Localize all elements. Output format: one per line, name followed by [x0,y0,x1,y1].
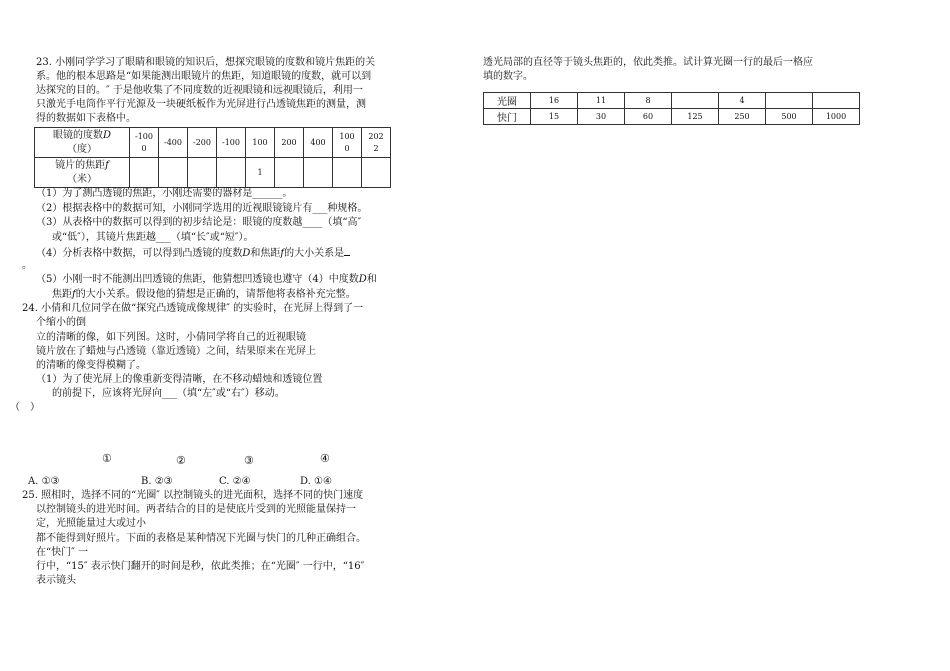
figure-label-3: ③ [244,454,254,467]
degree-cell: -100 0 [130,128,159,158]
q23-line-1: 23. 小刚同学学习了眼睛和眼镜的知识后，想探究眼镜的度数和镜片焦距的关 [36,57,376,68]
q23-sub1: （1）为了测凸透镜的焦距，小刚还需要的器材是______。 [36,188,293,199]
option-a: A. ①③ [28,476,60,487]
q23-line-5: 得的数据如下表格中。 [36,113,136,124]
q23-degree-label: 眼镜的度数D （度） [35,128,130,158]
q25-right-line-2: 填的数字。 [483,71,533,82]
q23-line-3: 达探究的目的。″ 于是他收集了不同度数的近视眼镜和远视眼镜后，利用一 [36,85,363,96]
q23-sub5-a: （5）小刚一时不能测出凹透镜的焦距，他猜想凹透镜也遵守（4）中度数D和 [36,274,377,285]
shutter-cell: 30 [578,109,625,125]
aperture-cell: 11 [578,93,625,109]
q25-line-7: 表示镜头 [36,575,76,586]
q25-right-line-1: 透光局部的直径等于镜头焦距的，依此类推。试计算光圈一行的最后一格应 [483,57,813,68]
degree-cell: 200 [275,128,304,158]
shutter-label: 快门 [484,109,531,125]
q24-sub1-b: 的前提下，应该将光屏向___（填“左″或“右″）移动。 [52,388,285,399]
focal-cell [304,158,333,188]
table-row [35,128,391,158]
shutter-cell: 125 [672,109,719,125]
degree-cell: 100 [246,128,275,158]
focal-cell [188,158,217,188]
aperture-cell [672,93,719,109]
focal-cell [333,158,362,188]
aperture-cell [766,93,813,109]
aperture-label: 光圈 [484,93,531,109]
degree-cell: -200 [188,128,217,158]
q24-answer-paren: （ ） [10,402,40,413]
q23-sub3-b: 或“低″），其镜片焦距越___（填“长″或“短″）。 [52,232,254,243]
q23-focal-label: 镜片的焦距f （米） [35,158,130,188]
focal-cell [159,158,188,188]
q24-line-2: 个缩小的倒 [36,317,86,328]
q24-line-1: 24. 小倩和几位同学在做“探究凸透镜成像规律″ 的实验时，在光屏上得到了一 [22,303,364,314]
focal-cell [130,158,159,188]
q23-sub2: （2）根据表格中的数据可知，小刚同学选用的近视眼镜镜片有___种规格。 [36,203,368,214]
q23-sub5-b: 焦距f的大小关系。假设他的猜想是正确的，请帮他将表格补充完整。 [52,289,356,300]
q25-line-3: 定，光照能量过大或过小 [36,518,146,529]
focal-cell [217,158,246,188]
q24-line-4: 镜片放在了蜡烛与凸透镜（靠近透镜）之间，结果原来在光屏上 [36,346,316,357]
option-d: D. ①④ [300,476,332,487]
shutter-cell: 1000 [813,109,860,125]
var-f: f [105,159,109,171]
q25-line-6: 行中，“15″ 表示快门翻开的时间是秒，依此类推；在“光圈″ 一行中，“16″ [36,561,365,572]
q25-table [483,92,860,125]
q25-line-4: 都不能得到好照片。下面的表格是某种情况下光圈与快门的几种正确组合。 [36,533,366,544]
focal-cell [275,158,304,188]
q23-table [34,127,391,188]
q25-line-2: 以控制镜头的进光时间。两者结合的目的是使底片受到的光照能量保持一 [36,504,356,515]
shutter-cell: 250 [719,109,766,125]
aperture-cell: 16 [531,93,578,109]
degree-cell: 202 2 [362,128,391,158]
table-row [484,93,860,109]
option-c: C. ②④ [219,476,251,487]
aperture-cell: 4 [719,93,766,109]
focal-cell: 1 [246,158,275,188]
q23-sub3-a: （3）从表格中的数据可以得到的初步结论是：眼镜的度数越____（填“高″ [36,217,362,228]
shutter-cell: 60 [625,109,672,125]
figure-label-2: ② [176,454,186,467]
figure-label-4: ④ [320,452,330,465]
shutter-cell: 500 [766,109,813,125]
focal-cell [362,158,391,188]
q25-line-1: 25. 照相时，选择不同的“光圈″ 以控制镜头的进光面积，选择不同的快门速度 [22,490,364,501]
aperture-cell: 8 [625,93,672,109]
var-d: D [102,129,112,141]
table-row [35,158,391,188]
option-b: B. ②③ [141,476,173,487]
q23-sub4: （4）分析表格中数据，可以得到凸透镜的度数D和焦距f的大小关系是 [36,245,350,261]
q23-line-4: 只激光手电筒作平行光源及一块硬纸板作为光屏进行凸透镜焦距的测量，测 [36,99,366,110]
table-row [484,109,860,125]
shutter-cell: 15 [531,109,578,125]
q24-sub1-a: （1）为了使光屏上的像重新变得清晰，在不移动蜡烛和透镜位置 [36,374,323,385]
degree-cell: 100 0 [333,128,362,158]
q23-line-2: 系。他的根本思路是“如果能测出眼镜片的焦距，知道眼镜的度数，就可以到 [36,71,372,82]
degree-cell: 400 [304,128,333,158]
q23-sub4-tail: 。 [22,260,32,271]
degree-cell: -100 [217,128,246,158]
q24-line-5: 的清晰的像变得模糊了。 [36,360,146,371]
aperture-cell [813,93,860,109]
q25-line-5: 在“快门″ 一 [36,547,89,558]
figure-label-1: ① [102,452,112,465]
q24-line-3: 立的清晰的像，如下列图。这时，小倩同学将自己的近视眼镜 [36,332,306,343]
degree-cell: -400 [159,128,188,158]
